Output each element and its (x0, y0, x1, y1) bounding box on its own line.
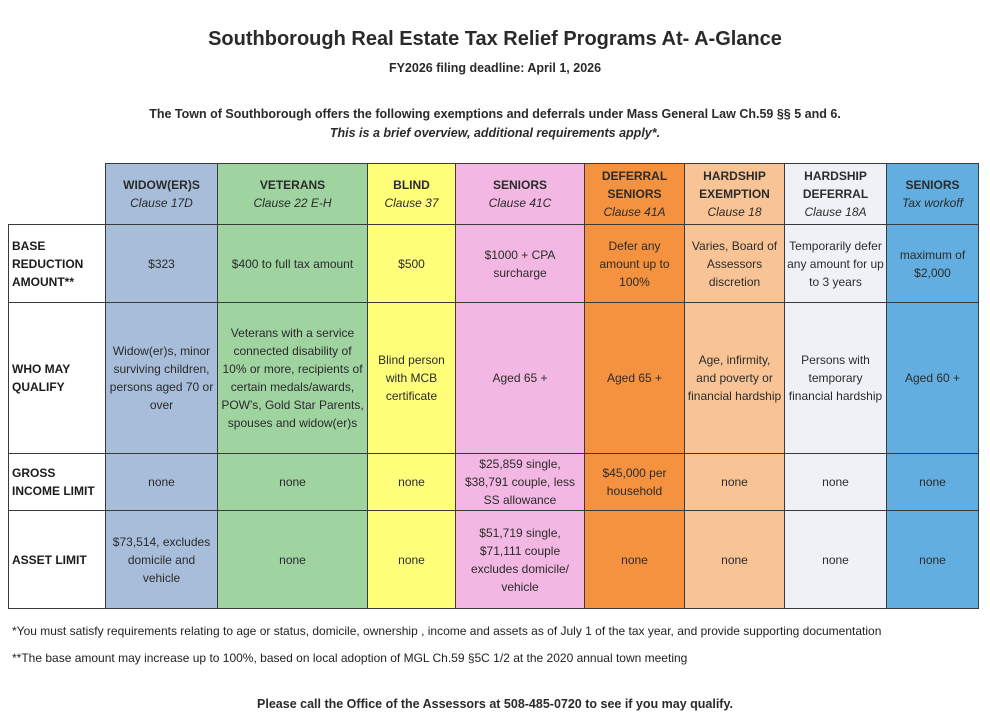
table-cell: $45,000 per household (585, 454, 685, 511)
table-cell: none (785, 511, 887, 609)
col-header-veterans: VETERANS Clause 22 E-H (218, 164, 368, 225)
table-cell: Persons with temporary financial hardship (785, 303, 887, 454)
table-cell: $400 to full tax amount (218, 225, 368, 303)
table-cell: none (218, 511, 368, 609)
table-cell: maximum of $2,000 (887, 225, 979, 303)
table-cell: none (785, 454, 887, 511)
col-header-hardship-exemption: HARDSHIP EXEMPTION Clause 18 (685, 164, 785, 225)
table-cell: none (368, 454, 456, 511)
filing-deadline: FY2026 filing deadline: April 1, 2026 (388, 61, 602, 75)
col-header-widowers: WIDOW(ER)S Clause 17D (106, 164, 218, 225)
row-header-base-reduction: BASE REDUCTION AMOUNT** (9, 225, 106, 303)
col-header-blind: BLIND Clause 37 (368, 164, 456, 225)
tax-relief-table (8, 163, 979, 609)
col-header-hardship-deferral: HARDSHIP DEFERRAL Clause 18A (785, 164, 887, 225)
col-header-deferral-seniors: DEFERRAL SENIORS Clause 41A (585, 164, 685, 225)
table-cell: Defer any amount up to 100% (585, 225, 685, 303)
contact-assessors-note: Please call the Office of the Assessors at 508-485-0720 to see if you may qualify. (257, 697, 733, 711)
table-cell: Age, infirmity, and poverty or financial hardship (685, 303, 785, 454)
brief-overview-note: This is a brief overview, additional requirements apply*. (329, 126, 661, 140)
table-cell: none (685, 454, 785, 511)
table-cell: $73,514, excludes domicile and vehicle (106, 511, 218, 609)
table-cell: none (218, 454, 368, 511)
table-cell: Blind person with MCB certificate (368, 303, 456, 454)
table-cell: $51,719 single, $71,111 couple excludes domicile/ vehicle (456, 511, 585, 609)
col-header-seniors-41c: SENIORS Clause 41C (456, 164, 585, 225)
row-header-who-may-qualify: WHO MAY QUALIFY (9, 303, 106, 454)
table-cell: Temporarily defer any amount for up to 3 years (785, 225, 887, 303)
table-row (9, 454, 979, 511)
table-cell: none (368, 511, 456, 609)
table-cell: $25,859 single, $38,791 couple, less SS allowance (456, 454, 585, 511)
table-row (9, 225, 979, 303)
table-cell: Veterans with a service connected disability of 10% or more, recipients of certain medals/awards, POW's, Gold Star Parents, spouses and widow(er)s (218, 303, 368, 454)
table-row (9, 511, 979, 609)
page-title: Southborough Real Estate Tax Relief Programs At- A-Glance (208, 28, 782, 50)
footnote-base-amount: **The base amount may increase up to 100%, based on local adoption of MGL Ch.59 §5C 1/2 at the 2020 annual town meeting (12, 651, 688, 665)
table-cell: Aged 60 + (887, 303, 979, 454)
table-cell: Aged 65 + (456, 303, 585, 454)
table-cell: $500 (368, 225, 456, 303)
table-cell: Aged 65 + (585, 303, 685, 454)
intro-text: The Town of Southborough offers the following exemptions and deferrals under Mass General Law Ch.59 §§ 5 and 6. (149, 107, 841, 121)
table-cell: Varies, Board of Assessors discretion (685, 225, 785, 303)
corner-cell (9, 164, 106, 225)
row-header-gross-income-limit: GROSS INCOME LIMIT (9, 454, 106, 511)
col-header-seniors-workoff: SENIORS Tax workoff (887, 164, 979, 225)
table-cell: none (585, 511, 685, 609)
table-cell: Widow(er)s, minor surviving children, persons aged 70 or over (106, 303, 218, 454)
table-cell: $1000 + CPA surcharge (456, 225, 585, 303)
table-cell: none (106, 454, 218, 511)
row-header-asset-limit: ASSET LIMIT (9, 511, 106, 609)
header-row (9, 164, 979, 225)
table-cell: none (685, 511, 785, 609)
table-cell: none (887, 511, 979, 609)
table-cell: none (887, 454, 979, 511)
footnote-requirements: *You must satisfy requirements relating to age or status, domicile, ownership , income and assets as of July 1 of the tax year, and provide supporting documentation (12, 624, 882, 638)
table-row (9, 303, 979, 454)
table-cell: $323 (106, 225, 218, 303)
